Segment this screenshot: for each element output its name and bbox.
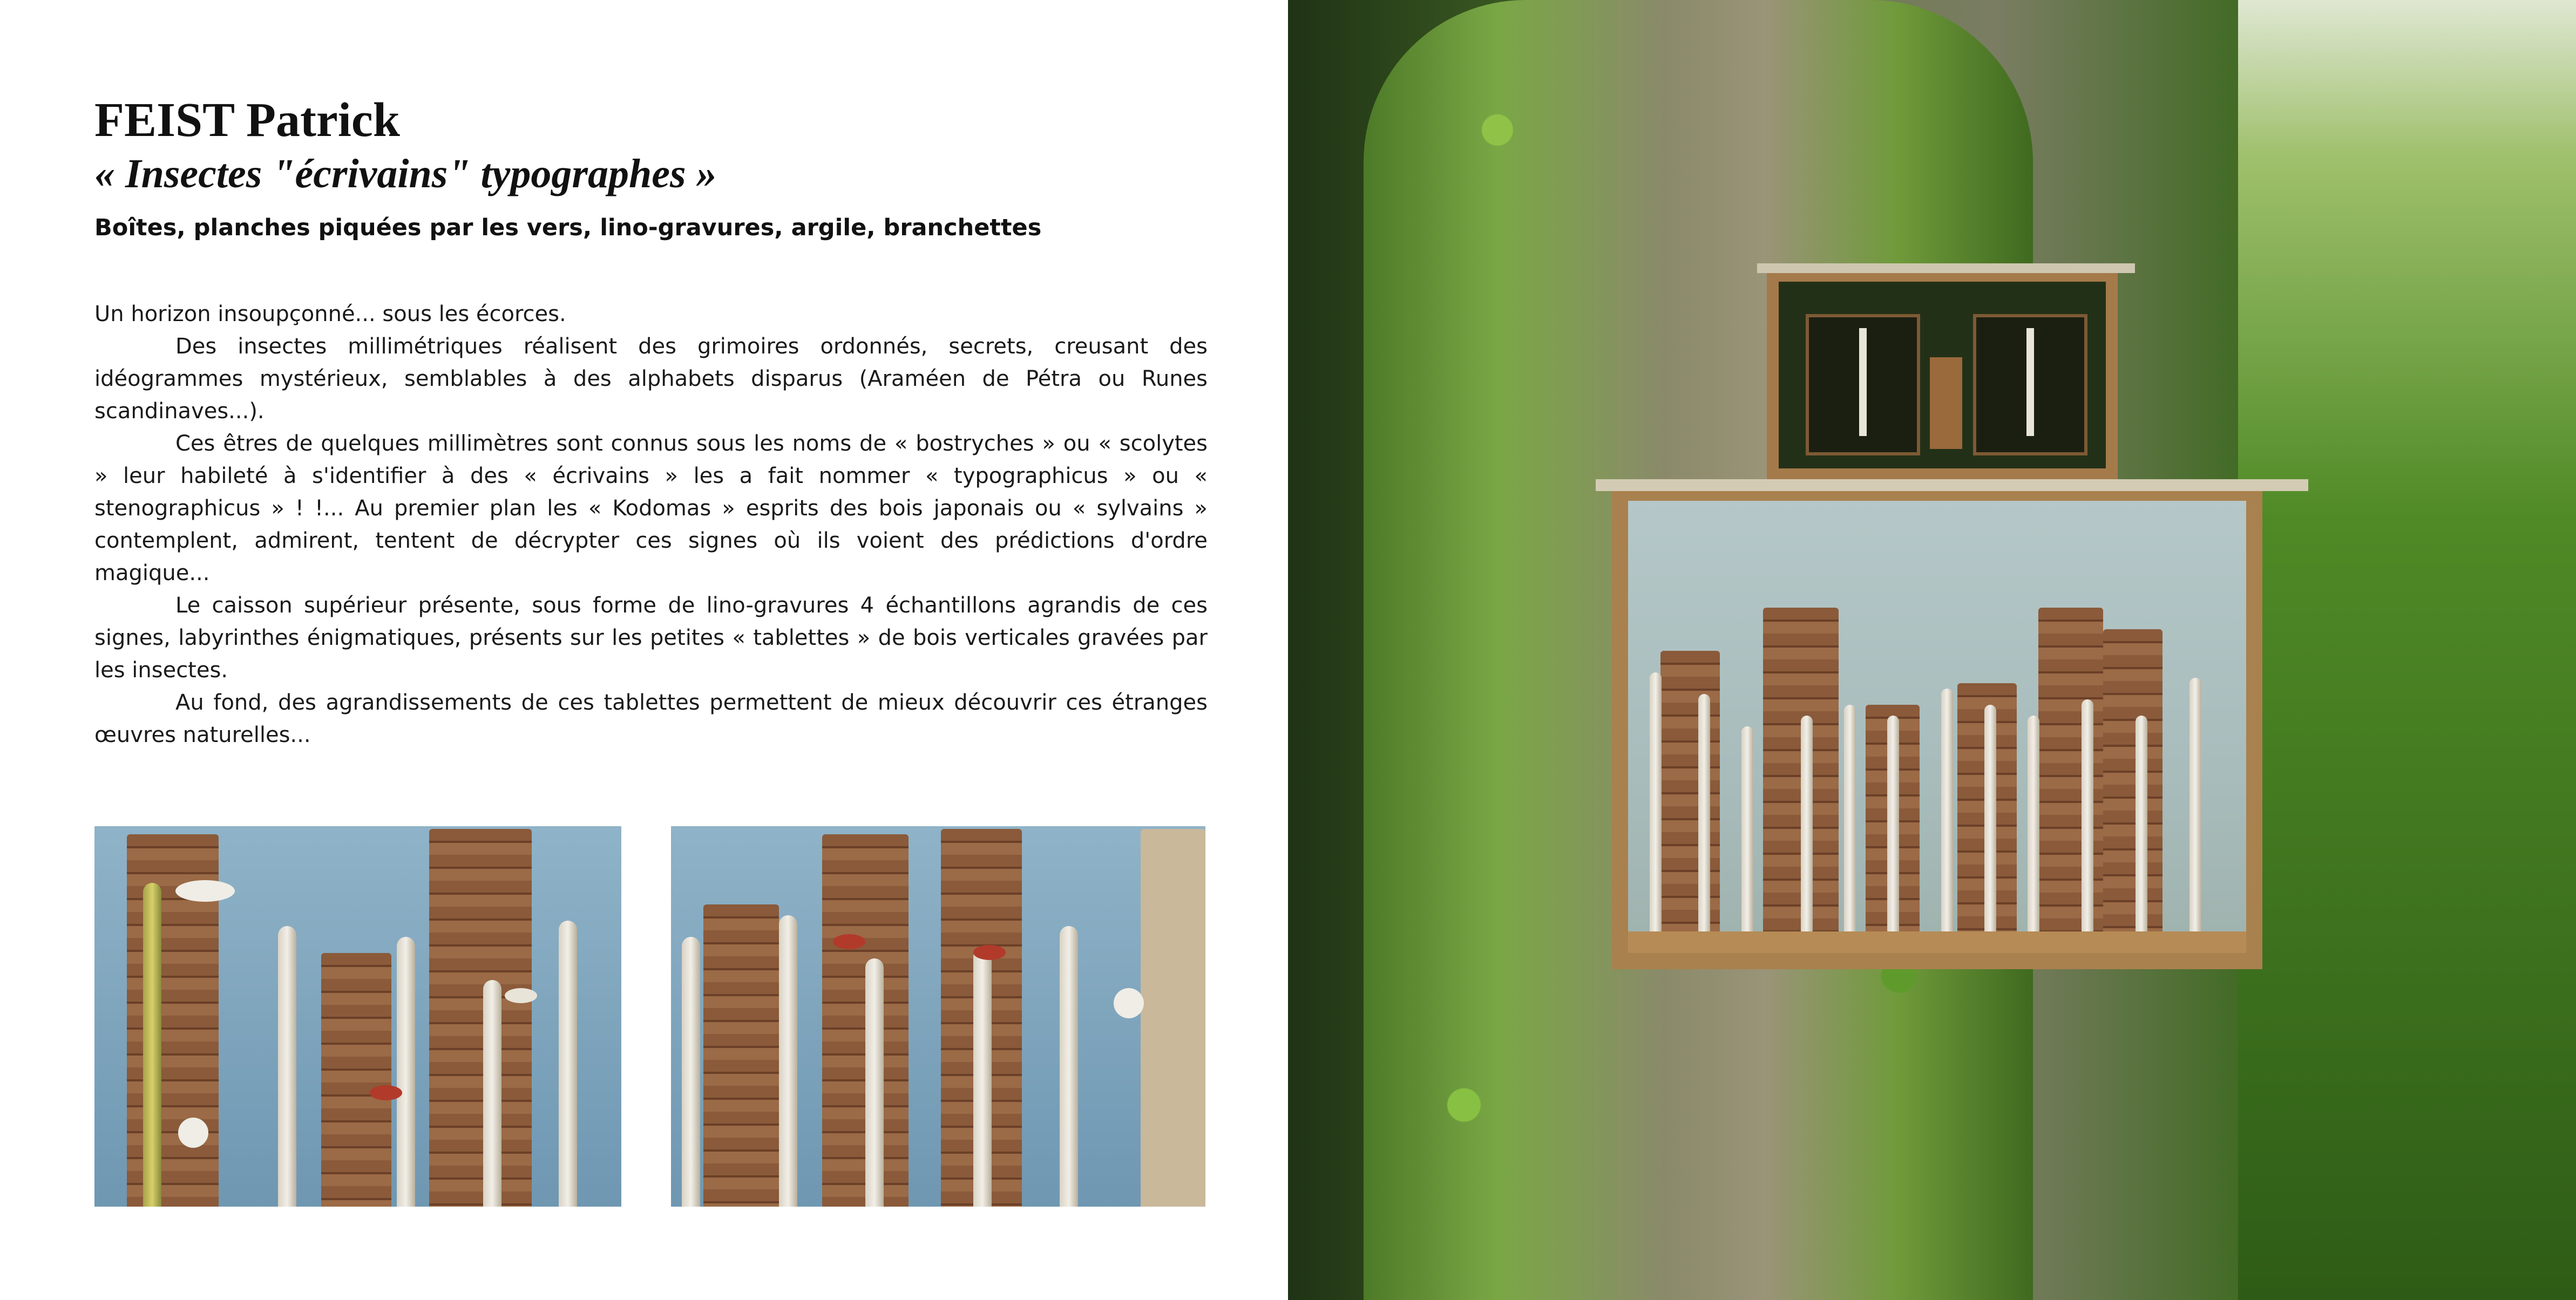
lower-display-box <box>1612 485 2262 969</box>
installation-photo <box>1288 0 2576 1300</box>
paragraph-names: Ces êtres de quelques millimètres sont connus sous les noms de « bostryches » ou « scolytes » leur habileté à s'identifier à des « écrivains » les a fait nommer « typographicus » ou « stenographicus » ! !... Au premier plan les « Kodomas » esprits des bois japonais ou « sylvains » contemplent, admirent, tentent de décrypter ces signes où ils voient des prédictions d'ordre magique... <box>94 431 1208 586</box>
detail-photo-left <box>94 826 621 1207</box>
detail-photo-right <box>671 826 1205 1207</box>
paragraph-caisson: Le caisson supérieur présente, sous forme de lino-gravures 4 échantillons agrandis de ces signes, labyrinthes énigmatiques, présents sur les petites « tablettes » de bois verticales gravées par les insectes. <box>94 593 1208 683</box>
materials-line: Boîtes, planches piquées par les vers, lino-gravures, argile, branchettes <box>94 214 1042 241</box>
forest-background <box>2238 0 2576 1300</box>
paragraph-intro: Un horizon insoupçonné... sous les écorces. <box>94 302 566 326</box>
author-name: FEIST Patrick <box>94 93 400 147</box>
paragraph-insects: Des insectes millimétriques réalisent des grimoires ordonnés, secrets, creusant des idéogrammes mystérieux, semblables à des alphabets disparus (Araméen de Pétra ou Runes scandinaves...). <box>94 334 1208 424</box>
paragraph-fond: Au fond, des agrandissements de ces tablettes permettent de mieux découvrir ces étranges œuvres naturelles... <box>94 690 1208 747</box>
description-text <box>94 298 1208 751</box>
artwork-title: « Insectes "écrivains" typographes » <box>94 151 717 196</box>
upper-display-box <box>1767 270 2118 480</box>
